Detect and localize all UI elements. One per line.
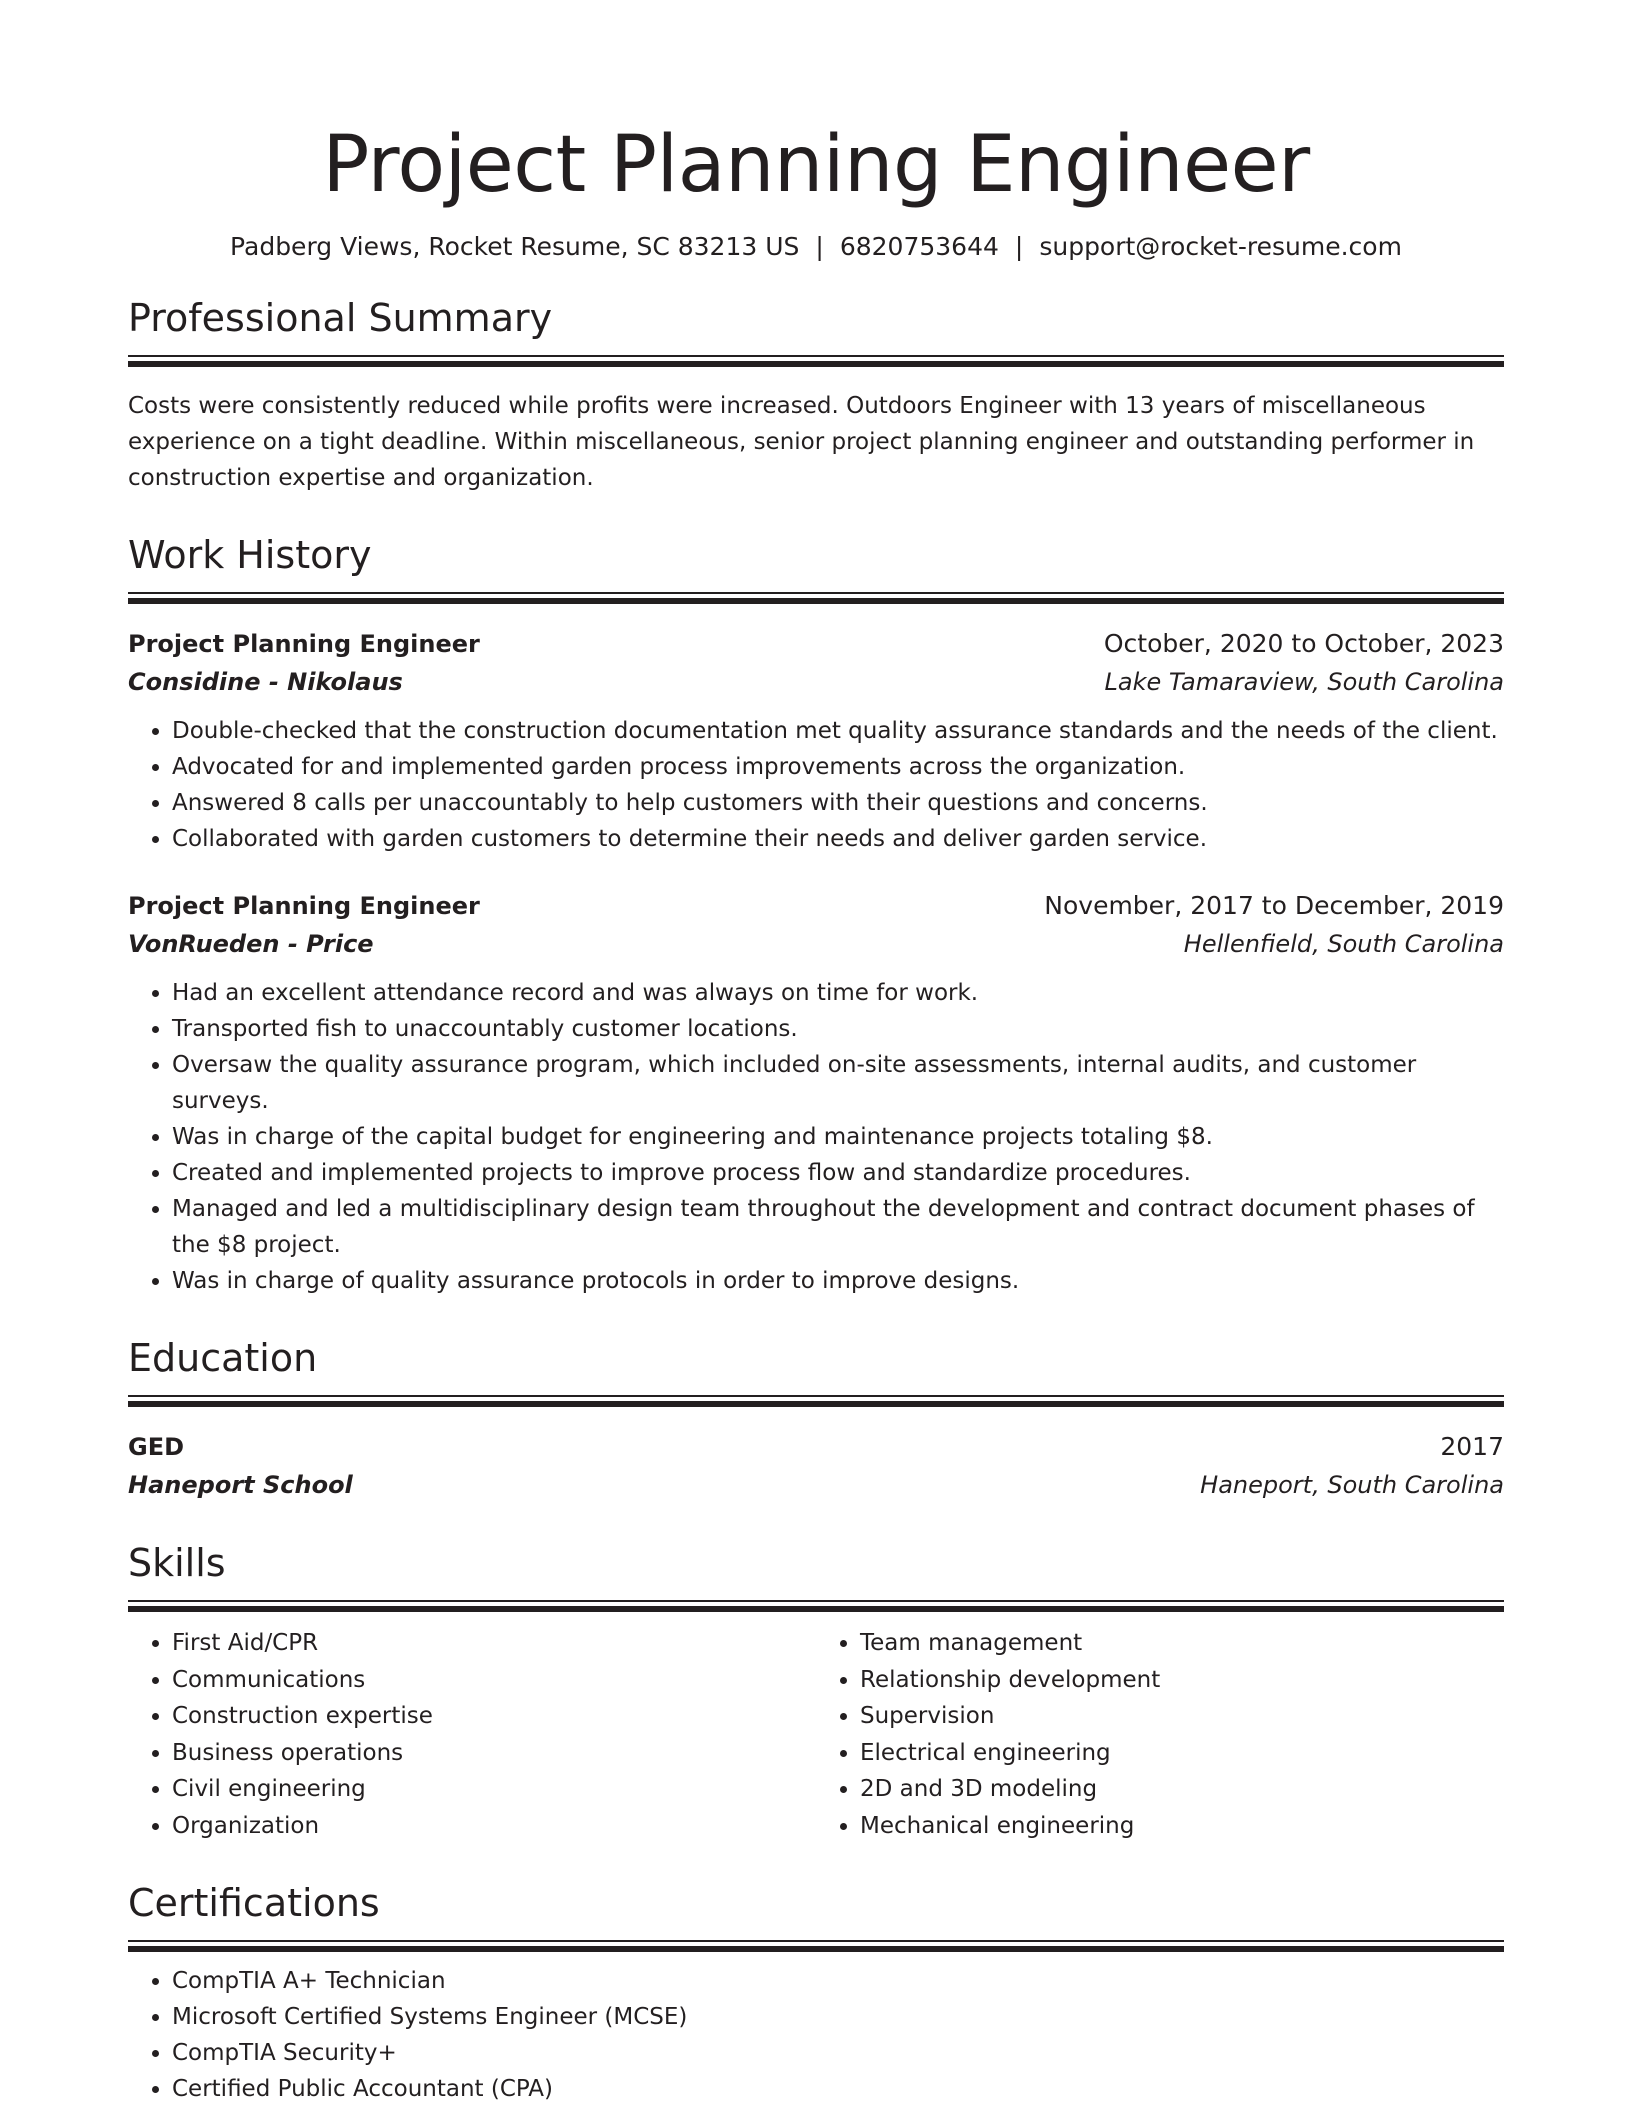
job-dates: November, 2017 to December, 2019 [1044,891,1504,920]
summary-section [128,296,1504,496]
certification-item: • Microsoft Certified Systems Engineer (MCSE) [172,1999,1504,2035]
job-header-row [128,625,1504,663]
education-degree: GED [128,1433,185,1461]
section-divider [128,1600,1504,1611]
education-year: 2017 [1440,1432,1504,1461]
skill-item: • Business operations [172,1735,816,1772]
skill-item: • Communications [172,1662,816,1699]
contact-email: support@rocket-resume.com [1039,232,1402,261]
education-school-row [128,1466,1504,1504]
list-item: • Was in charge of quality assurance protocols in order to improve designs. [172,1263,1504,1299]
education-school: Haneport School [128,1471,353,1499]
contact-separator: | [815,232,824,261]
education-section [128,1336,1504,1504]
list-item: • Answered 8 calls per unaccountably to help customers with their questions and concerns. [172,785,1504,821]
list-item: • Collaborated with garden customers to determine their needs and deliver garden service. [172,821,1504,857]
job-company: VonRueden - Price [128,930,374,958]
summary-text: Costs were consistently reduced while profits were increased. Outdoors Engineer with 13 years of miscellaneous experience on a tight deadline. Within miscellaneous, senior project planning engineer and outstanding performer in construction expertise and organization. [128,393,1475,491]
skill-item: • Organization [172,1808,816,1845]
skills-columns [128,1625,1504,1844]
section-divider [128,592,1504,603]
list-item: • Had an excellent attendance record and was always on time for work. [172,975,1504,1011]
education-heading: Education [128,1336,318,1380]
section-divider [128,1940,1504,1951]
skill-item: • Supervision [860,1698,1504,1735]
skill-item: • 2D and 3D modeling [860,1771,1504,1808]
job-entry [128,625,1504,857]
list-item: • Double-checked that the construction documentation met quality assurance standards and the needs of the client. [172,713,1504,749]
skill-item: • Civil engineering [172,1771,816,1808]
contact-line [128,234,1504,259]
job-company: Considine - Nikolaus [128,668,403,696]
job-bullets [128,713,1504,857]
job-header-row [128,887,1504,925]
skill-item: • Team management [860,1625,1504,1662]
skills-left-column [128,1625,816,1844]
work-history-section [128,533,1504,1299]
contact-separator: | [1014,232,1024,261]
list-item: • Oversaw the quality assurance program, which included on-site assessments, internal audits, and customer surveys. [172,1047,1504,1119]
summary-heading: Professional Summary [128,296,553,340]
education-entry [128,1428,1504,1504]
resume-page [128,120,1504,2107]
skills-right-column [816,1625,1504,1844]
certifications-section [128,1881,1504,2107]
job-title: Project Planning Engineer [128,892,480,920]
certification-item: • CompTIA Security+ [172,2035,1504,2071]
job-company-row [128,663,1504,701]
section-divider [128,355,1504,366]
list-item: • Transported fish to unaccountably customer locations. [172,1011,1504,1047]
education-header-row [128,1428,1504,1466]
job-location: Hellenfield, South Carolina [1183,930,1504,958]
list-item: • Managed and led a multidisciplinary design team throughout the development and contract document phases of the $8 project. [172,1191,1504,1263]
contact-phone: 6820753644 [839,232,999,261]
skill-item: • Mechanical engineering [860,1808,1504,1845]
contact-address: Padberg Views, Rocket Resume, SC 83213 US [230,232,800,261]
skill-item: • First Aid/CPR [172,1625,816,1662]
list-item: • Created and implemented projects to improve process flow and standardize procedures. [172,1155,1504,1191]
section-divider [128,1395,1504,1406]
list-item: • Was in charge of the capital budget for engineering and maintenance projects totaling $8. [172,1119,1504,1155]
skills-heading: Skills [128,1541,226,1585]
job-company-row [128,925,1504,963]
certification-item: • CompTIA A+ Technician [172,1963,1504,1999]
skill-item: • Relationship development [860,1662,1504,1699]
candidate-name: Project Planning Engineer [322,120,1310,210]
job-bullets [128,975,1504,1299]
certifications-list [128,1963,1504,2107]
skills-section [128,1541,1504,1844]
skill-item: • Electrical engineering [860,1735,1504,1772]
certification-item: • Certified Public Accountant (CPA) [172,2071,1504,2107]
list-item: • Advocated for and implemented garden process improvements across the organization. [172,749,1504,785]
work-history-heading: Work History [128,533,372,577]
job-title: Project Planning Engineer [128,630,480,658]
education-location: Haneport, South Carolina [1200,1471,1504,1499]
job-dates: October, 2020 to October, 2023 [1103,629,1504,658]
job-entry [128,887,1504,1299]
job-location: Lake Tamaraview, South Carolina [1104,668,1504,696]
certifications-heading: Certifications [128,1881,380,1925]
skill-item: • Construction expertise [172,1698,816,1735]
